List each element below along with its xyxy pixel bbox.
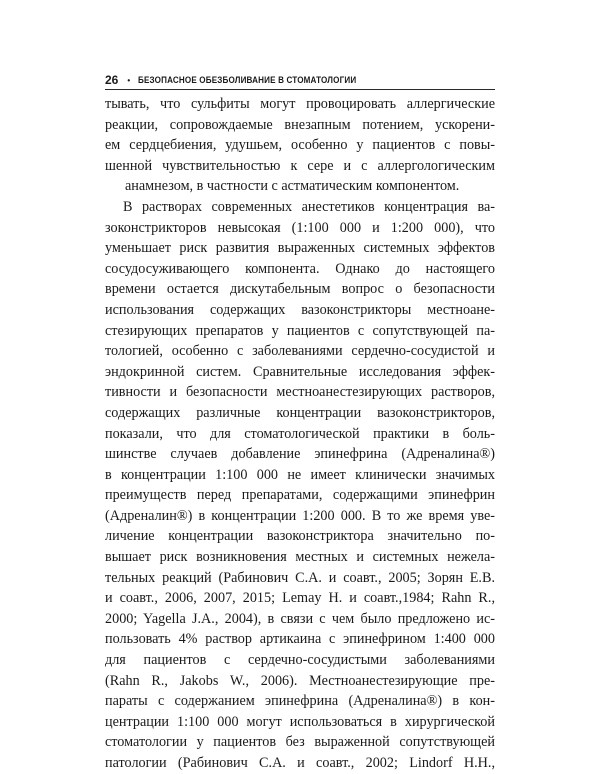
header-bullet: • [127,75,131,85]
text-line: 2000; Yagella J.A., 2004), в связи с чем было предложено ис- [105,610,495,627]
text-line: анамнезом, в частности с астматическим компонентом. [125,178,460,195]
running-header [105,71,505,89]
text-line: в концентрации 1:100 000 не имеет клинически значимых [105,466,495,483]
running-title: БЕЗОПАСНОЕ ОБЕЗБОЛИВАНИЕ В СТОМАТОЛОГИИ [138,74,357,86]
text-line: тологией, особенно с заболеваниями сердечно-сосудистой и [105,343,495,360]
text-line: стоматологии у пациентов без выраженной сопутствующей [105,734,495,751]
text-line: тельных реакций (Рабинович С.А. и соавт., 2005; Зорян Е.В. [105,569,495,586]
text-line: (Адреналин®) в концентрации 1:200 000. В то же время уве- [105,507,495,524]
text-line: показали, что для стоматологической практики в боль- [105,425,495,442]
paragraph-start-line: В растворах современных анестетиков концентрация ва- [123,198,495,215]
text-line: вышает риск возникновения местных и системных нежела- [105,549,495,566]
text-line: использования содержащих вазоконстрикторы местноане- [105,301,495,318]
text-line: патологии (Рабинович С.А. и соавт., 2002; Lindorf H.H., [105,755,495,771]
text-line: личение концентрации вазоконстриктора значительно по- [105,528,495,545]
text-line: центрации 1:100 000 могут использоваться в хирургической [105,713,495,730]
text-line: ем сердцебиения, удушьем, особенно у пациентов с повы- [105,137,495,154]
text-line: реакции, сопровождаемые внезапным потением, ускорени- [105,116,495,133]
text-line: зоконстрикторов невысокая (1:100 000 и 1:200 000), что [105,219,495,236]
text-line: тывать, что сульфиты могут провоцировать аллергические [105,96,495,112]
text-line: и соавт., 2006, 2007, 2015; Lemay H. и соавт.,1984; Rahn R., [105,590,495,607]
body-text [105,94,495,774]
text-line: пользовать 4% раствор артикаина с эпинефрином 1:400 000 [105,631,495,648]
text-line: времени остается дискутабельным вопрос о безопасности [105,281,495,298]
header-rule [105,89,495,90]
text-line: параты с содержанием эпинефрина (Адреналина®) в кон- [105,693,495,710]
text-line: стезирующих препаратов у пациентов с сопутствующей па- [105,322,495,339]
text-line: сосудосуживающего компонента. Однако до настоящего [105,260,495,277]
text-line: преимуществ перед препаратами, содержащими эпинефрин [105,487,495,504]
text-line: эндокринной систем. Сравнительные исследования эффек- [105,363,495,380]
text-line: тивности и безопасности местноанестезирующих растворов, [105,384,495,401]
text-line: уменьшает риск развития выраженных системных эффектов [105,240,495,257]
text-line: для пациентов с сердечно-сосудистыми заболеваниями [105,652,495,669]
page-number: 26 [105,73,119,87]
text-line: содержащих различные концентрации вазоконстрикторов, [105,404,495,421]
text-line: шинстве случаев добавление эпинефрина (Адреналина®) [105,446,495,463]
text-line: (Rahn R., Jakobs W., 2006). Местноанестезирующие пре- [105,672,495,689]
text-line: шенной чувствительностью к сере и с аллергологическим [105,157,495,174]
